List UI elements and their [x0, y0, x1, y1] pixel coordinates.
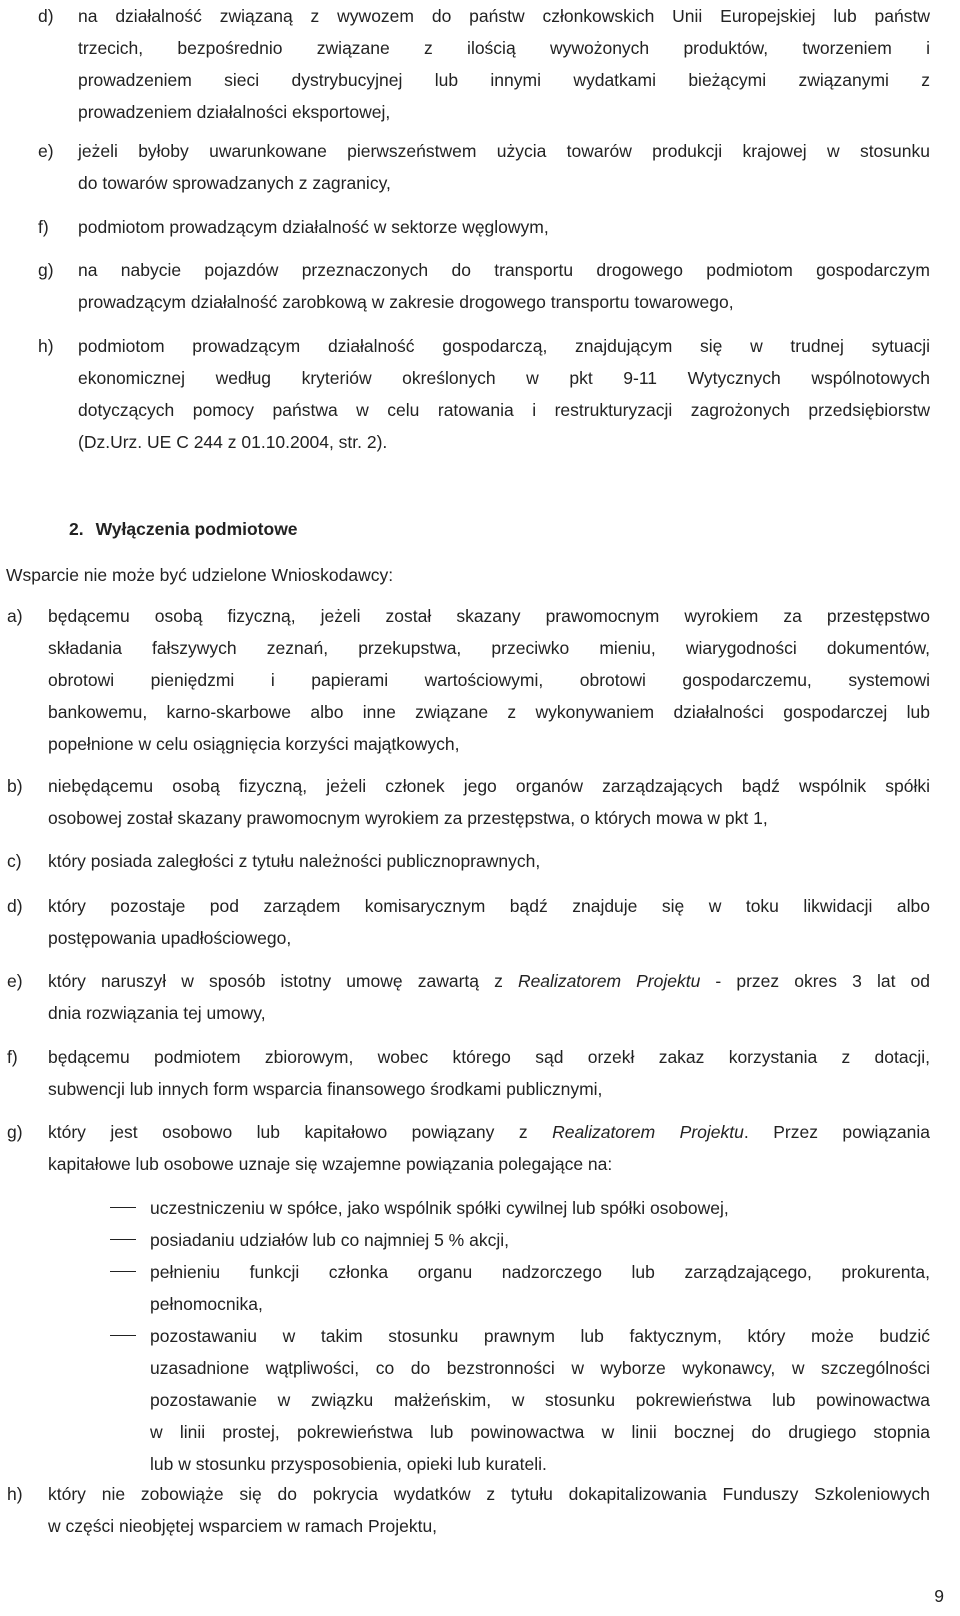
- dash-bullet: [110, 1271, 136, 1272]
- text-line: prowadzącym działalność zarobkową w zakresie drogowego transportu towarowego,: [78, 292, 734, 312]
- list-label: g): [7, 1122, 23, 1142]
- list-label: h): [7, 1484, 23, 1504]
- list-label: e): [38, 141, 54, 161]
- realizator-name: Realizatorem Projektu: [552, 1122, 744, 1142]
- text-line: uzasadnione wątpliwości, co do bezstronności w wyborze wykonawcy, w szczególności: [150, 1358, 930, 1378]
- text-line: który jest osobowo lub kapitałowo powiązany z Realizatorem Projektu. Przez powiązania: [48, 1122, 930, 1142]
- realizator-name: Realizatorem Projektu: [517, 971, 701, 991]
- text-line: będącemu podmiotem zbiorowym, wobec którego sąd orzekł zakaz korzystania z dotacji,: [48, 1047, 930, 1067]
- text-line: prowadzeniem sieci dystrybucyjnej lub innymi wydatkami bieżącymi związanymi z: [78, 70, 930, 90]
- text-line: niebędącemu osobą fizyczną, jeżeli członek jego organów zarządzających bądź wspólnik spółki: [48, 776, 930, 796]
- dash-bullet: [110, 1207, 136, 1208]
- text-line: pełnomocnika,: [150, 1294, 263, 1314]
- text-line: pełnieniu funkcji członka organu nadzorczego lub zarządzającego, prokurenta,: [150, 1262, 930, 1282]
- text-line: w części nieobjętej wsparciem w ramach Projektu,: [48, 1516, 438, 1536]
- text-line: lub w stosunku przysposobienia, opieki lub kurateli.: [150, 1454, 547, 1474]
- text-line: do towarów sprowadzanych z zagranicy,: [78, 173, 391, 193]
- text-line: który nie zobowiąże się do pokrycia wydatków z tytułu dokapitalizowania Funduszy Szkoleniowych: [48, 1484, 930, 1504]
- text-line: jeżeli byłoby uwarunkowane pierwszeństwem użycia towarów produkcji krajowej w stosunku: [78, 141, 930, 161]
- page-number: 9: [934, 1586, 944, 1606]
- text-line: dotyczących pomocy państwa w celu ratowania i restrukturyzacji zagrożonych przedsiębiorstw: [78, 400, 930, 420]
- section-title: Wyłączenia podmiotowe: [95, 519, 298, 539]
- text-line: ekonomicznej według kryteriów określonych w pkt 9-11 Wytycznych wspólnotowych: [78, 368, 930, 388]
- text-line: posiadaniu udziałów lub co najmniej 5 % akcji,: [150, 1230, 509, 1250]
- text-line: który posiada zaległości z tytułu należności publicznoprawnych,: [48, 851, 541, 871]
- text-line: będącemu osobą fizyczną, jeżeli został skazany prawomocnym wyrokiem za przestępstwo: [48, 606, 930, 626]
- list-label: d): [7, 896, 23, 916]
- list-label: h): [38, 336, 54, 356]
- text-line: podmiotom prowadzącym działalność gospodarczą, znajdującym się w trudnej sytuacji: [78, 336, 930, 356]
- section-number: 2.: [69, 519, 84, 539]
- text-line: w linii prostej, pokrewieństwa lub powinowactwa w linii bocznej do drugiego stopnia: [150, 1422, 930, 1442]
- text-line: dnia rozwiązania tej umowy,: [48, 1003, 266, 1023]
- text-line: uczestniczeniu w spółce, jako wspólnik spółki cywilnej lub spółki osobowej,: [150, 1198, 729, 1218]
- list-label: b): [7, 776, 23, 796]
- text-line: kapitałowe lub osobowe uznaje się wzajemne powiązania polegające na:: [48, 1154, 613, 1174]
- text-line: (Dz.Urz. UE C 244 z 01.10.2004, str. 2).: [78, 432, 388, 452]
- text-line: który pozostaje pod zarządem komisarycznym bądź znajduje się w toku likwidacji albo: [48, 896, 930, 916]
- text-line: obrotowi pieniędzmi i papierami wartościowymi, obrotowi gospodarczemu, systemowi: [48, 670, 930, 690]
- list-label: f): [7, 1047, 18, 1067]
- text-line: popełnione w celu osiągnięcia korzyści majątkowych,: [48, 734, 460, 754]
- dash-bullet: [110, 1239, 136, 1240]
- text-line: pozostawanie w związku małżeńskim, w stosunku pokrewieństwa lub powinowactwa: [150, 1390, 930, 1410]
- text-line: składania fałszywych zeznań, przekupstwa, przeciwko mieniu, wiarygodności dokumentów,: [48, 638, 930, 658]
- text-line: prowadzeniem działalności eksportowej,: [78, 102, 391, 122]
- text-line: pozostawaniu w takim stosunku prawnym lub faktycznym, który może budzić: [150, 1326, 930, 1346]
- intro-text: Wsparcie nie może być udzielone Wnioskodawcy:: [6, 565, 394, 585]
- list-label: f): [38, 217, 49, 237]
- text-line: osobowej został skazany prawomocnym wyrokiem za przestępstwa, o których mowa w pkt 1,: [48, 808, 768, 828]
- list-label: d): [38, 6, 54, 26]
- list-label: e): [7, 971, 23, 991]
- section-heading: [69, 513, 298, 545]
- list-label: g): [38, 260, 54, 280]
- text-line: subwencji lub innych form wsparcia finansowego środkami publicznymi,: [48, 1079, 603, 1099]
- text-line: postępowania upadłościowego,: [48, 928, 292, 948]
- text-line: który naruszył w sposób istotny umowę zawartą z Realizatorem Projektu - przez okres 3 lat od: [48, 971, 930, 991]
- text-line: podmiotom prowadzącym działalność w sektorze węglowym,: [78, 217, 549, 237]
- list-label: a): [7, 606, 23, 626]
- text-line: na działalność związaną z wywozem do państw członkowskich Unii Europejskiej lub państw: [78, 6, 930, 26]
- text-line: bankowemu, karno-skarbowe albo inne związane z wykonywaniem działalności gospodarczej lub: [48, 702, 930, 722]
- text-line: na nabycie pojazdów przeznaczonych do transportu drogowego podmiotom gospodarczym: [78, 260, 930, 280]
- dash-bullet: [110, 1335, 136, 1336]
- list-label: c): [7, 851, 22, 871]
- text-line: trzecich, bezpośrednio związane z ilością wywożonych produktów, tworzeniem i: [78, 38, 930, 58]
